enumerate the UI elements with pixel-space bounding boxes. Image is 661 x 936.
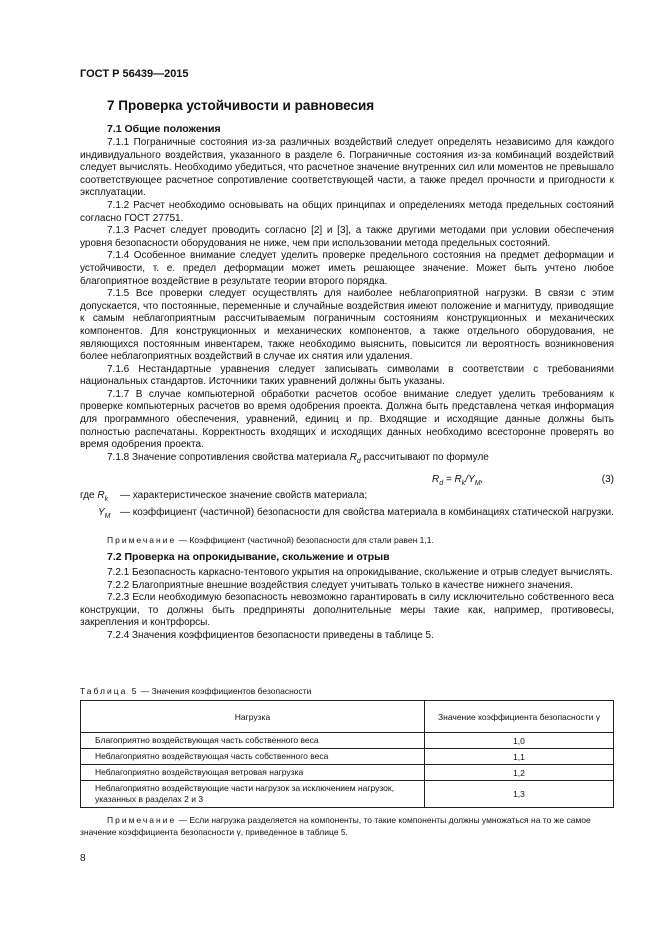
page-number: 8 [80,853,86,864]
formula-number: (3) [601,474,614,485]
section-title [107,98,374,113]
subsection-7-1-title: 7.1 Общие положения [107,123,221,135]
table-cell-value: 1,3 [425,781,614,808]
table-note-label: Примечание [107,815,177,825]
table-header-load: Нагрузка [81,701,425,733]
formula-3 [80,474,614,487]
table-5-note [80,815,614,838]
definition-where: где [80,490,95,501]
paragraph-7-1-6: 7.1.6 Нестандартные уравнения следует записывать символами в соответствии с требованиями национальных стандартов. Источники таких уравнений должны быть указаны. [80,363,614,388]
subsection-7-1-body [80,137,614,468]
definition-ym: $Y_M$ — коэффициент (частичной) безопасности для свойства материала в комбинациях статической нагрузки. [80,507,614,524]
paragraph-7-1-8-intro: 7.1.8 Значение сопротивления свойства материала [107,451,347,463]
document-header: ГОСТ Р 56439—2015 [80,68,189,80]
table-5-caption [80,686,311,696]
formula-definitions [80,490,614,523]
subsection-7-2-title: 7.2 Проверка на опрокидывание, скольжение и отрыв [107,551,390,563]
note-label: Примечание [107,535,177,545]
table-header-row [81,701,614,733]
paragraph-7-1-7: 7.1.7 В случае компьютерной обработки расчетов особое внимание следует уделить требованиям к проверке компьютерных расчетов во время одобрения проекта. Должна быть представлена четкая информация для программного обеспечения, уравнений, единиц и пр. Входящие и исходящие данные должны быть полностью распечатаны. Корректность входящих и исходящих данных необходимо всесторонне проверять во время одобрения проекта. [80,388,614,451]
paragraph-7-1-8-end: рассчитывают по формуле [363,451,489,463]
table-row [81,749,614,765]
table-row [81,781,614,808]
table-cell-load: Благоприятно воздействующая часть собственного веса [81,733,425,749]
definition-rk: где $R_k$ — характеристическое значение свойств материала; [80,490,614,507]
note-7-1 [80,535,614,547]
section-title-text: Проверка устойчивости и равновесия [118,98,375,113]
paragraph-7-2-3: 7.2.3 Если необходимую безопасность невозможно гарантировать в силу исключительно собственного веса конструкции, то должны быть предприняты дополнительные меры такие как, например, противовесы, закрепления и контрфорсы. [80,592,614,629]
section-number: 7 [107,98,115,113]
table-cell-load: Неблагоприятно воздействующая ветровая нагрузка [81,765,425,781]
paragraph-7-1-5: 7.1.5 Все проверки следует осуществлять для наиболее неблагоприятной нагрузки. В связи с этим допускается, что постоянные, переменные и случайные воздействия имеют положение и магнитуду, приводящие к самым неблагоприятным рассчитываемым пограничным состояниям конструкционных и механических компонентов. Для конструкционных и механических компонентов, а также отдельного оборудования, не являющихся постоянным инвентарем, также необходимо выяснить, повысится ли вероятность возникновения более неблагоприятных воздействий в случае их снятия или удаления. [80,288,614,363]
formula-expression: $R_d = R_k/Y_M$, [432,474,484,487]
paragraph-7-1-8: 7.1.8 Значение сопротивления свойства материала $R_d$ рассчитывают по формуле [107,451,489,465]
table-cell-value: 1,2 [425,765,614,781]
paragraph-7-1-4: 7.1.4 Особенное внимание следует уделить проверке предельного состояния на предмет деформации и устойчивости, т. е. предел деформации может иметь решающее значение. Может быть учтено любое благоприятное воздействие в результате теории второго порядка. [80,250,614,287]
definition-rk-text: — характеристическое значение свойств материала; [120,490,368,501]
paragraph-7-1-1: 7.1.1 Пограничные состояния из-за различных воздействий следует определять независимо для каждого индивидуального воздействия, указанного в разделе 6. Пограничные состояния из-за комбинаций воздействий следует вычислять. Необходимо убедиться, что расчетное значение внутренних сил или моментов не превышало соответствующее расчетное сопротивление соответствующей части, а также предел прочности и пригодности к эксплуатации. [80,137,614,199]
paragraph-7-2-2: 7.2.2 Благоприятные внешние воздействия следует учитывать только в качестве нижнего значения. [107,579,573,591]
table-cell-value: 1,0 [425,733,614,749]
subsection-7-2-body [80,567,614,643]
table-5-caption-label: Таблица 5 [80,686,139,696]
paragraph-7-2-4: 7.2.4 Значения коэффициентов безопасности приведены в таблице 5. [107,629,434,641]
table-row [81,765,614,781]
table-5-caption-text: — Значения коэффициентов безопасности [140,686,312,696]
table-cell-value: 1,1 [425,749,614,765]
paragraph-7-1-2: 7.1.2 Расчет необходимо основывать на общих принципах и определениях метода предельных состояний согласно ГОСТ 27751. [80,199,614,224]
note-text: — Коэффициент (частичной) безопасности для стали равен 1,1. [178,535,434,545]
paragraph-7-2-1: 7.2.1 Безопасность каркасно-тентового укрытия на опрокидывание, скольжение и отрыв следует вычислять. [107,567,613,578]
table-5 [80,700,614,808]
table-cell-load: Неблагоприятно воздействующая часть собственного веса [81,749,425,765]
paragraph-7-1-3: 7.1.3 Расчет следует проводить согласно [2] и [3], а также другими методами при условии обеспечения уровня безопасности оборудования не ниже, чем при использовании метода предельных состояний. [80,225,614,249]
table-cell-load: Неблагоприятно воздействующие части нагрузок за исключением нагрузок, указанных в разделах 2 и 3 [81,781,425,808]
table-row [81,733,614,749]
table-header-value: Значение коэффициента безопасности γ [425,701,614,733]
table-note-text: — Если нагрузка разделяется на компоненты, то такие компоненты должны умножаться на то же самое значение коэффициента безопасности γ, приведенное в таблице 5. [80,815,591,837]
definition-ym-text: — коэффициент (частичной) безопасности для свойства материала в комбинациях статической нагрузки. [120,506,614,518]
